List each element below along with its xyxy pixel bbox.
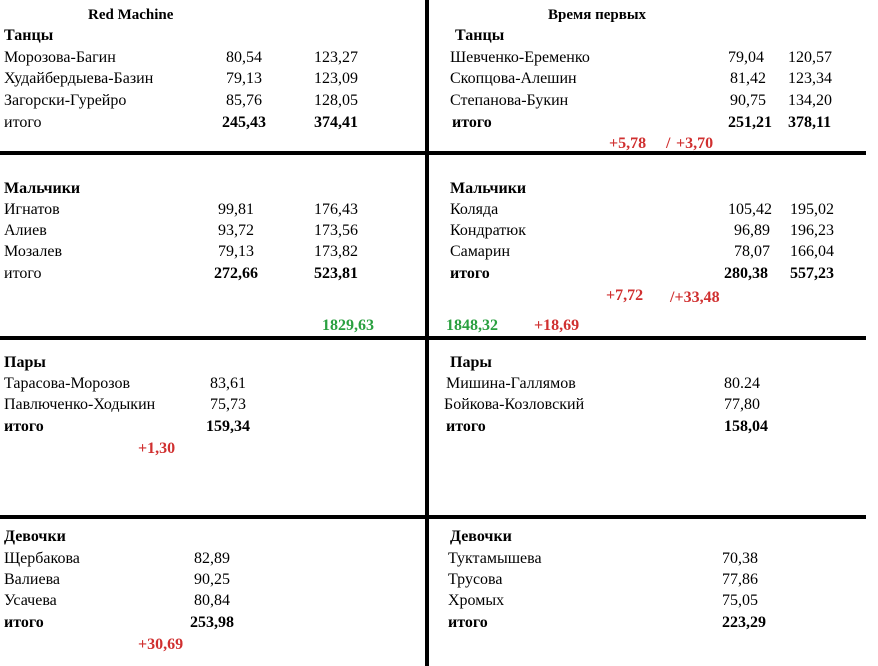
right-dance-diff-sep: / <box>666 135 671 152</box>
right-dance-diff-sp: +5,78 <box>609 135 647 152</box>
left-pairs-row-sp: 83,61 <box>210 375 246 392</box>
left-dance-row-name: Загорски-Гурейро <box>4 92 127 109</box>
left-pairs-total-sp: 159,34 <box>206 418 250 435</box>
right-dance-row-sp: 90,75 <box>730 92 766 109</box>
right-men-header: Мальчики <box>450 180 527 197</box>
right-pairs-row-sp: 77,80 <box>724 396 760 413</box>
right-ladies-total-label: итого <box>448 614 488 631</box>
right-pairs-row-sp: 80.24 <box>724 375 760 392</box>
right-ladies-header: Девочки <box>450 528 512 545</box>
left-men-row-total: 173,56 <box>314 222 358 239</box>
right-men-diff-total: /+33,48 <box>670 289 720 306</box>
left-ladies-row-name: Валиева <box>4 571 61 588</box>
right-dance-row-sp: 79,04 <box>728 49 764 66</box>
left-dance-header: Танцы <box>4 27 54 44</box>
right-dance-row-total: 134,20 <box>788 92 832 109</box>
left-ladies-row-name: Усачева <box>4 592 57 609</box>
left-ladies-row-sp: 80,84 <box>194 592 230 609</box>
left-men-header: Мальчики <box>4 180 81 197</box>
left-men-total-label: итого <box>4 265 42 282</box>
right-pairs-total-label: итого <box>446 418 486 435</box>
right-men-row-name: Самарин <box>450 243 511 260</box>
left-pairs-header: Пары <box>4 354 46 371</box>
right-men-row-total: 195,02 <box>790 201 834 218</box>
right-dance-diff-total: +3,70 <box>676 135 714 152</box>
left-pairs-diff: +1,30 <box>138 440 176 457</box>
left-dance-total-total: 374,41 <box>314 114 358 131</box>
right-ladies-total-sp: 223,29 <box>722 614 766 631</box>
left-men-row-total: 176,43 <box>314 201 358 218</box>
left-dance-total-sp: 245,43 <box>222 114 266 131</box>
left-men-total-sp: 272,66 <box>214 265 258 282</box>
vertical-divider <box>425 0 429 666</box>
right-team-title: Время первых <box>548 7 647 23</box>
left-ladies-row-sp: 82,89 <box>194 550 230 567</box>
left-ladies-row-name: Щербакова <box>4 550 80 567</box>
left-ladies-row-sp: 90,25 <box>194 571 230 588</box>
left-pairs-row-name: Павлюченко-Ходыкин <box>4 396 156 413</box>
divider-men-pairs <box>0 336 866 340</box>
right-dance-row-total: 120,57 <box>788 49 832 66</box>
right-dance-total-label: итого <box>452 114 492 131</box>
right-men-row-name: Коляда <box>450 201 499 218</box>
right-dance-row-sp: 81,42 <box>730 70 766 87</box>
left-grand-total: 1829,63 <box>322 317 374 334</box>
right-men-row-total: 196,23 <box>790 222 834 239</box>
right-pairs-row-name: Бойкова-Козловский <box>444 396 585 413</box>
left-dance-total-label: итого <box>4 114 42 131</box>
right-ladies-row-sp: 75,05 <box>722 592 758 609</box>
left-dance-row-sp: 85,76 <box>226 92 262 109</box>
right-dance-row-name: Скопцова-Алешин <box>450 70 577 87</box>
divider-pairs-ladies <box>0 515 866 519</box>
right-dance-row-total: 123,34 <box>788 70 832 87</box>
left-dance-row-name: Морозова-Багин <box>4 49 116 66</box>
right-men-diff-sp: +7,72 <box>606 287 644 304</box>
left-ladies-total-sp: 253,98 <box>190 614 234 631</box>
right-men-row-sp: 105,42 <box>728 201 772 218</box>
left-men-total-total: 523,81 <box>314 265 358 282</box>
right-men-row-sp: 96,89 <box>734 222 770 239</box>
right-pairs-row-name: Мишина-Галлямов <box>446 375 576 392</box>
left-ladies-diff: +30,69 <box>138 636 184 653</box>
right-pairs-header: Пары <box>450 354 492 371</box>
left-men-row-sp: 93,72 <box>218 222 254 239</box>
right-dance-total-sp: 251,21 <box>728 114 772 131</box>
left-ladies-total-label: итого <box>4 614 44 631</box>
left-men-row-name: Игнатов <box>4 201 60 218</box>
right-men-row-total: 166,04 <box>790 243 834 260</box>
right-men-row-name: Кондратюк <box>450 222 526 239</box>
left-men-row-name: Алиев <box>4 222 47 239</box>
right-dance-row-name: Шевченко-Еременко <box>450 49 590 66</box>
left-dance-row-sp: 79,13 <box>226 70 262 87</box>
right-men-row-sp: 78,07 <box>734 243 770 260</box>
left-pairs-row-sp: 75,73 <box>210 396 246 413</box>
right-ladies-row-name: Хромых <box>448 592 505 609</box>
left-dance-row-sp: 80,54 <box>226 49 262 66</box>
right-dance-total-total: 378,11 <box>788 114 832 131</box>
left-men-row-sp: 79,13 <box>218 243 254 260</box>
left-pairs-row-name: Тарасова-Морозов <box>4 375 131 392</box>
right-ladies-row-name: Туктамышева <box>448 550 542 567</box>
right-dance-header: Танцы <box>455 27 505 44</box>
left-dance-row-name: Худайбердыева-Базин <box>4 70 154 87</box>
right-ladies-row-sp: 77,86 <box>722 571 758 588</box>
left-men-row-sp: 99,81 <box>218 201 254 218</box>
right-men-total-total: 557,23 <box>790 265 834 282</box>
left-dance-row-total: 128,05 <box>314 92 358 109</box>
right-men-total-sp: 280,38 <box>724 265 768 282</box>
right-grand-diff: +18,69 <box>534 317 580 334</box>
right-dance-row-name: Степанова-Букин <box>450 92 569 109</box>
left-men-row-name: Мозалев <box>4 243 63 260</box>
right-grand-total: 1848,32 <box>446 317 498 334</box>
left-dance-row-total: 123,09 <box>314 70 358 87</box>
left-dance-row-total: 123,27 <box>314 49 358 66</box>
right-men-total-label: итого <box>450 265 490 282</box>
left-ladies-header: Девочки <box>4 528 66 545</box>
left-pairs-total-label: итого <box>4 418 44 435</box>
divider-dance-men <box>0 151 866 155</box>
right-ladies-row-sp: 70,38 <box>722 550 758 567</box>
right-ladies-row-name: Трусова <box>448 571 503 588</box>
right-pairs-total-sp: 158,04 <box>724 418 768 435</box>
left-men-row-total: 173,82 <box>314 243 358 260</box>
left-team-title: Red Machine <box>88 7 174 23</box>
